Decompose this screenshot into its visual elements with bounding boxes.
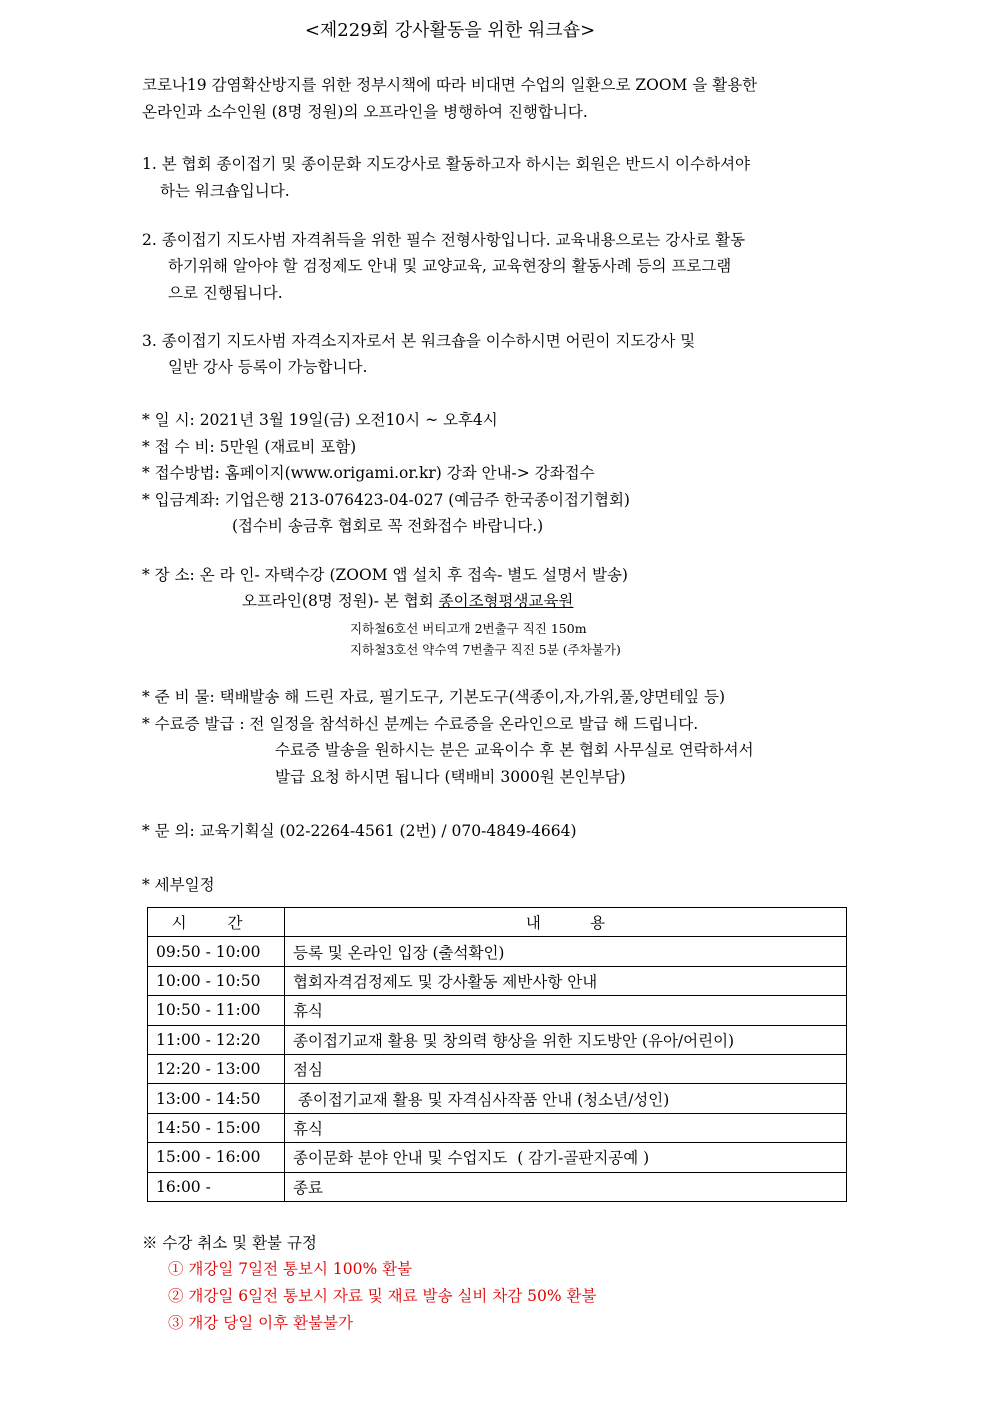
intro-line-2: 온라인과 소수인원 (8명 정원)의 오프라인을 병행하여 진행합니다. bbox=[142, 103, 588, 121]
info-account: * 입금계좌: 기업은행 213-076423-04-027 (예금주 한국종이접기협회) bbox=[142, 491, 630, 509]
schedule-content: 점심 bbox=[285, 1054, 847, 1083]
schedule-header-content: 내 용 bbox=[285, 908, 847, 937]
schedule-time: 10:50 - 11:00 bbox=[148, 996, 285, 1025]
schedule-time: 13:00 - 14:50 bbox=[148, 1084, 285, 1113]
schedule-heading: * 세부일정 bbox=[142, 876, 215, 894]
info-place: * 장 소: 온 라 인- 자택수강 (ZOOM 앱 설치 후 접속- 별도 설명서 발송) bbox=[142, 566, 628, 584]
table-row bbox=[148, 1113, 847, 1142]
item-1-line-2: 하는 워크숍입니다. bbox=[160, 182, 290, 200]
info-date: * 일 시: 2021년 3월 19일(금) 오전10시 ~ 오후4시 bbox=[142, 411, 498, 429]
schedule-time: 15:00 - 16:00 bbox=[148, 1143, 285, 1172]
table-row bbox=[148, 966, 847, 995]
schedule-time: 14:50 - 15:00 bbox=[148, 1113, 285, 1142]
item-1-line-1: 1. 본 협회 종이접기 및 종이문화 지도강사로 활동하고자 하시는 회원은 반드시 이수하셔야 bbox=[142, 155, 751, 173]
info-certificate: * 수료증 발급 : 전 일정을 참석하신 분께는 수료증을 온라인으로 발급 해 드립니다. bbox=[142, 715, 699, 733]
schedule-header-row bbox=[148, 908, 847, 937]
table-row bbox=[148, 1084, 847, 1113]
item-2-line-2: 하기위해 알아야 할 검정제도 안내 및 교양교육, 교육현장의 활동사례 등의 프로그램 bbox=[168, 257, 732, 275]
table-row bbox=[148, 1143, 847, 1172]
table-row bbox=[148, 1025, 847, 1054]
refund-rule-2: ② 개강일 6일전 통보시 자료 및 재료 발송 실비 차감 50% 환불 bbox=[168, 1287, 597, 1305]
schedule-table bbox=[147, 907, 847, 1202]
table-row bbox=[148, 996, 847, 1025]
schedule-header-time: 시 간 bbox=[148, 908, 285, 937]
schedule-time: 11:00 - 12:20 bbox=[148, 1025, 285, 1054]
schedule-content: 등록 및 온라인 입장 (출석확인) bbox=[285, 937, 847, 966]
schedule-time: 10:00 - 10:50 bbox=[148, 966, 285, 995]
schedule-time: 12:20 - 13:00 bbox=[148, 1054, 285, 1083]
info-certificate-line-2: 수료증 발송을 원하시는 분은 교육이수 후 본 협회 사무실로 연락하셔서 bbox=[275, 741, 754, 759]
info-certificate-line-3: 발급 요청 하시면 됩니다 (택배비 3000원 본인부담) bbox=[275, 768, 626, 786]
refund-rule-3: ③ 개강 당일 이후 환불불가 bbox=[168, 1314, 353, 1332]
schedule-content: 종이문화 분야 안내 및 수업지도 ( 감기-골판지공예 ) bbox=[285, 1143, 847, 1172]
place-offline-prefix: 오프라인(8명 정원)- 본 협회 bbox=[242, 592, 439, 610]
item-2-line-3: 으로 진행됩니다. bbox=[168, 284, 283, 302]
item-3-line-2: 일반 강사 등록이 가능합니다. bbox=[168, 358, 368, 376]
intro-line-1: 코로나19 감염확산방지를 위한 정부시책에 따라 비대면 수업의 일환으로 ZOOM 을 활용한 bbox=[142, 76, 758, 94]
info-inquiry: * 문 의: 교육기획실 (02-2264-4561 (2번) / 070-4849-4664) bbox=[142, 822, 577, 840]
info-materials: * 준 비 물: 택배발송 해 드린 자료, 필기도구, 기본도구(색종이,자,가위,풀,양면테잎 등) bbox=[142, 688, 726, 706]
schedule-content: 휴식 bbox=[285, 1113, 847, 1142]
refund-heading: ※ 수강 취소 및 환불 규정 bbox=[142, 1234, 317, 1252]
refund-rule-1: ① 개강일 7일전 통보시 100% 환불 bbox=[168, 1260, 413, 1278]
table-row bbox=[148, 1172, 847, 1201]
place-offline-venue: 종이조형평생교육원 bbox=[438, 592, 574, 610]
schedule-content: 협회자격검정제도 및 강사활동 제반사항 안내 bbox=[285, 966, 847, 995]
schedule-content: 종이접기교재 활용 및 창의력 향상을 위한 지도방안 (유아/어린이) bbox=[285, 1025, 847, 1054]
page-title: <제229회 강사활동을 위한 워크숍> bbox=[304, 20, 596, 41]
subway-direction-1: 지하철6호선 버티고개 2번출구 직진 150m bbox=[350, 621, 587, 636]
schedule-time: 09:50 - 10:00 bbox=[148, 937, 285, 966]
info-place-offline bbox=[242, 588, 573, 615]
item-3-line-1: 3. 종이접기 지도사범 자격소지자로서 본 워크숍을 이수하시면 어린이 지도강사 및 bbox=[142, 332, 696, 350]
info-method: * 접수방법: 홈페이지(www.origami.or.kr) 강좌 안내-> 강좌접수 bbox=[142, 464, 595, 482]
schedule-content: 종이접기교재 활용 및 자격심사작품 안내 (청소년/성인) bbox=[285, 1084, 847, 1113]
schedule-content: 종료 bbox=[285, 1172, 847, 1201]
info-fee: * 접 수 비: 5만원 (재료비 포함) bbox=[142, 438, 357, 456]
info-account-note: (접수비 송금후 협회로 꼭 전화접수 바랍니다.) bbox=[232, 517, 544, 535]
schedule-time: 16:00 - bbox=[148, 1172, 285, 1201]
schedule-content: 휴식 bbox=[285, 996, 847, 1025]
subway-direction-2: 지하철3호선 약수역 7번출구 직진 5분 (주차불가) bbox=[350, 642, 621, 657]
item-2-line-1: 2. 종이접기 지도사범 자격취득을 위한 필수 전형사항입니다. 교육내용으로는 강사로 활동 bbox=[142, 231, 746, 249]
table-row bbox=[148, 937, 847, 966]
table-row bbox=[148, 1054, 847, 1083]
